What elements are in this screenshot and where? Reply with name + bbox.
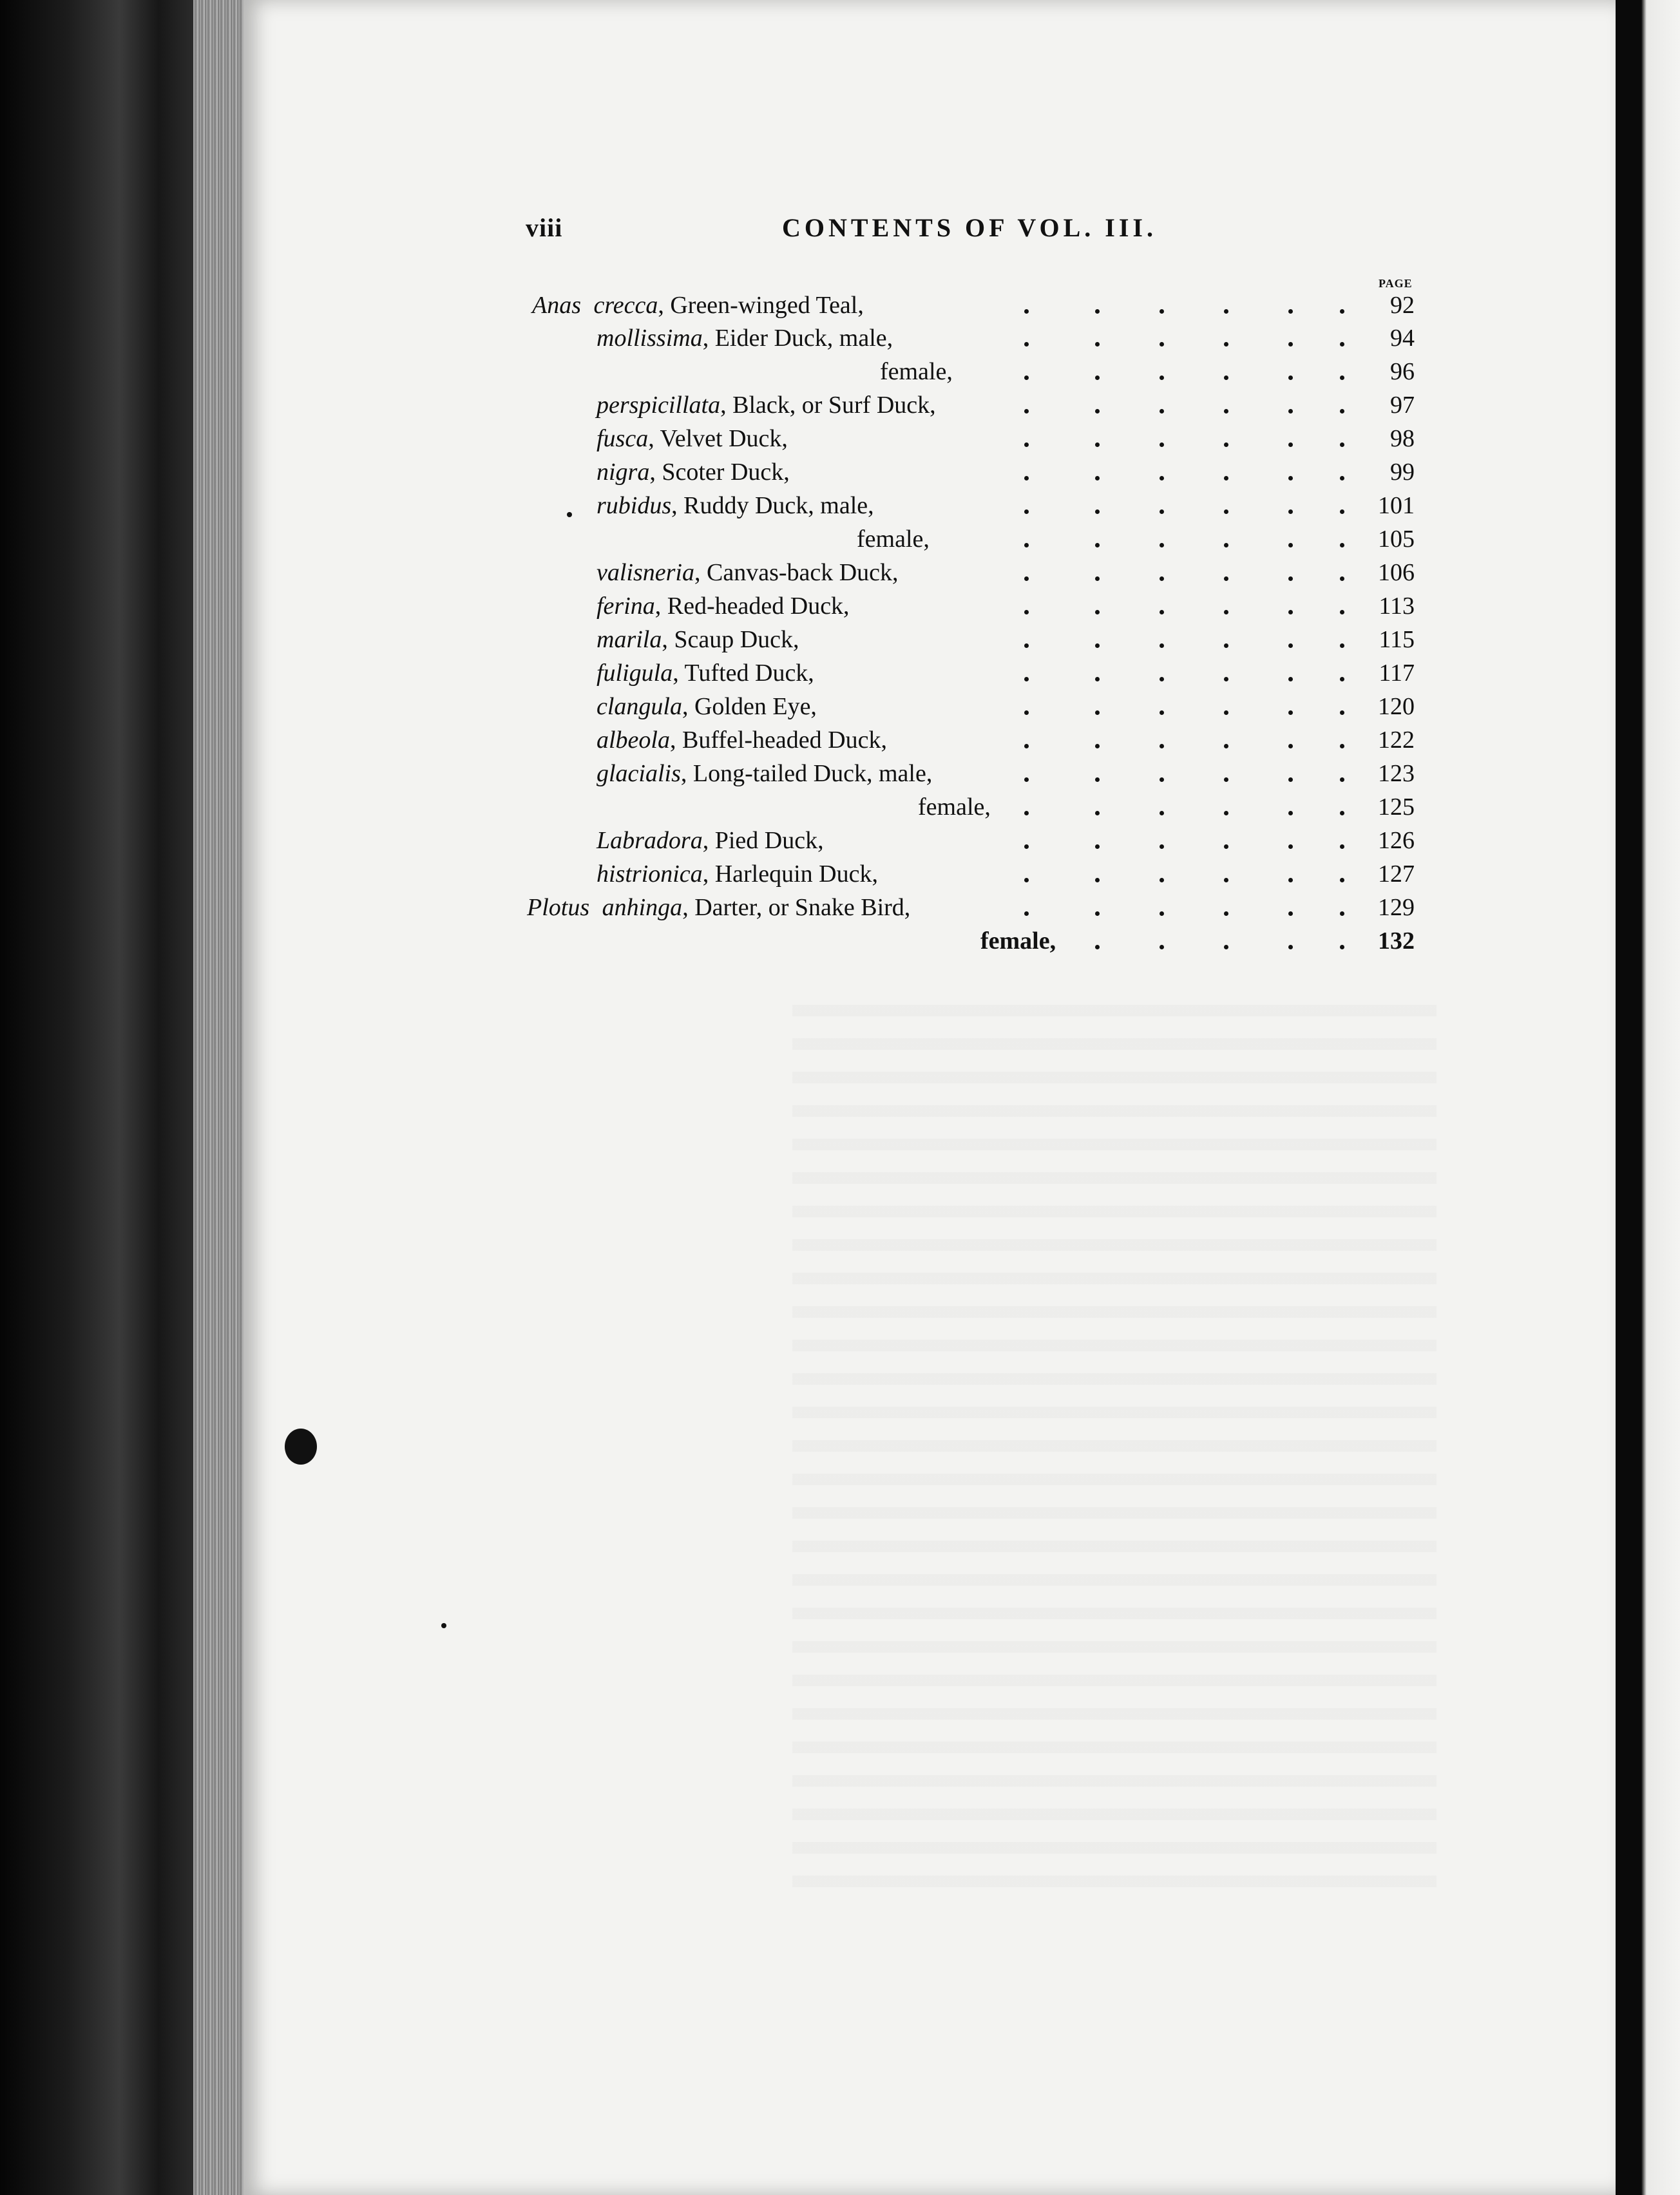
leader-dot xyxy=(1160,309,1164,314)
leader-dot xyxy=(1024,375,1029,380)
leader-dot xyxy=(1160,610,1164,614)
leader-dot xyxy=(1160,677,1164,681)
leader-dot xyxy=(1340,811,1344,815)
leader-dot xyxy=(1224,945,1228,949)
entry-species: Labradora xyxy=(597,827,703,854)
leader-dot xyxy=(1340,945,1344,949)
entry-page: 113 xyxy=(1379,593,1415,620)
leader-dot xyxy=(1024,643,1029,648)
leader-dot xyxy=(1024,342,1029,347)
leader-dot xyxy=(1224,844,1228,849)
entry-species: fuligula xyxy=(597,660,673,687)
entry-page: 129 xyxy=(1378,894,1415,921)
leader-dot xyxy=(1224,677,1228,681)
leader-dot xyxy=(1288,442,1293,447)
leader-dot xyxy=(1288,643,1293,648)
leader-dot xyxy=(1024,777,1029,782)
leader-dot xyxy=(1024,442,1029,447)
leader-dot xyxy=(1340,677,1344,681)
entry-genus: Plotus xyxy=(527,894,590,921)
leader-dot xyxy=(1224,476,1228,480)
entry-species: crecca xyxy=(593,292,658,319)
leader-dot xyxy=(1024,744,1029,748)
contents-entry xyxy=(980,924,1415,958)
ink-blot xyxy=(285,1429,317,1465)
contents-entry xyxy=(857,522,1415,556)
entry-name: , Canvas-back Duck, xyxy=(694,559,899,586)
entry-species: rubidus xyxy=(597,492,672,519)
entry-page: 105 xyxy=(1378,526,1415,553)
contents-entry xyxy=(532,289,1415,322)
entry-page: 120 xyxy=(1378,693,1415,720)
leader-dot xyxy=(1340,744,1344,748)
page-stack-edge xyxy=(193,0,245,2195)
entry-page: 127 xyxy=(1378,860,1415,888)
leader-dot xyxy=(1024,811,1029,815)
entry-name: , Long-tailed Duck, male, xyxy=(680,760,933,787)
show-through xyxy=(792,985,1437,1887)
contents-entry xyxy=(880,355,1415,388)
contents-entry xyxy=(597,857,1415,891)
leader-dot xyxy=(1095,777,1100,782)
leader-dot xyxy=(1288,309,1293,314)
leader-dot xyxy=(1224,309,1228,314)
entry-page: 94 xyxy=(1390,325,1415,352)
leader-dot xyxy=(1224,911,1228,916)
entry-page: 92 xyxy=(1390,292,1415,319)
leader-dot xyxy=(1340,409,1344,413)
contents-entry xyxy=(597,388,1415,422)
contents-entry xyxy=(597,690,1415,723)
entry-name: , Eider Duck, male, xyxy=(702,325,893,352)
book-spine xyxy=(0,0,193,2195)
leader-dot xyxy=(1288,342,1293,347)
entry-page: 126 xyxy=(1378,827,1415,854)
leader-dot xyxy=(1024,677,1029,681)
facing-page-edge xyxy=(1616,0,1680,2195)
leader-dot xyxy=(1288,744,1293,748)
entry-species: valisneria xyxy=(597,559,694,586)
entry-name: , Velvet Duck, xyxy=(648,425,788,452)
leader-dot xyxy=(1224,878,1228,882)
leader-dot xyxy=(1288,476,1293,480)
leader-dot xyxy=(1160,744,1164,748)
leader-dot xyxy=(1340,342,1344,347)
leader-dot xyxy=(1224,409,1228,413)
entry-species: albeola xyxy=(597,727,670,754)
contents-entry xyxy=(597,489,1415,522)
leader-dot xyxy=(1224,610,1228,614)
leader-dot xyxy=(1095,911,1100,916)
entry-name: , Darter, or Snake Bird, xyxy=(682,894,911,921)
contents-entry xyxy=(597,757,1415,790)
leader-dot xyxy=(1340,777,1344,782)
entry-species: marila xyxy=(597,626,662,653)
entry-species: anhinga xyxy=(602,894,683,921)
leader-dot xyxy=(1224,375,1228,380)
leader-dot xyxy=(1340,576,1344,581)
entry-page: 101 xyxy=(1378,492,1415,519)
leader-dot xyxy=(1024,309,1029,314)
leader-dot xyxy=(1160,375,1164,380)
page-heading: CONTENTS OF VOL. III. xyxy=(782,213,1157,242)
leader-dot xyxy=(1160,543,1164,547)
entry-page: 98 xyxy=(1390,425,1415,452)
leader-dot xyxy=(1340,878,1344,882)
ink-speck xyxy=(441,1623,446,1628)
entry-species: histrionica xyxy=(597,860,703,888)
entry-species: glacialis xyxy=(597,760,681,787)
leader-dot xyxy=(1340,509,1344,514)
leader-dot xyxy=(1095,643,1100,648)
entry-page: 106 xyxy=(1378,559,1415,586)
entry-name: female, xyxy=(980,927,1056,955)
contents-entry xyxy=(597,422,1415,455)
leader-dot xyxy=(1024,543,1029,547)
entry-name: , Golden Eye, xyxy=(682,693,817,720)
entry-name: , Ruddy Duck, male, xyxy=(671,492,874,519)
leader-dot xyxy=(1160,409,1164,413)
entry-page: 123 xyxy=(1378,760,1415,787)
leader-dot xyxy=(1095,576,1100,581)
entry-name: , Black, or Surf Duck, xyxy=(720,392,936,419)
contents-entry xyxy=(597,556,1415,589)
leader-dot xyxy=(1160,844,1164,849)
leader-dot xyxy=(1340,844,1344,849)
leader-dot xyxy=(1224,777,1228,782)
leader-dot xyxy=(1340,375,1344,380)
leader-dot xyxy=(1160,945,1164,949)
contents-entry xyxy=(597,455,1415,489)
leader-dot xyxy=(1340,309,1344,314)
leader-dot xyxy=(1095,476,1100,480)
leader-dot xyxy=(1160,442,1164,447)
leader-dot xyxy=(1288,844,1293,849)
ink-speck xyxy=(567,512,572,517)
leader-dot xyxy=(1095,878,1100,882)
leader-dot xyxy=(1095,342,1100,347)
entry-species: mollissima xyxy=(597,325,703,352)
leader-dot xyxy=(1160,476,1164,480)
entry-name: female, xyxy=(857,526,930,553)
entry-name: female, xyxy=(918,793,991,821)
leader-dot xyxy=(1224,543,1228,547)
leader-dot xyxy=(1224,342,1228,347)
leader-dot xyxy=(1024,476,1029,480)
contents-entry xyxy=(527,891,1415,924)
entry-page: 97 xyxy=(1390,392,1415,419)
leader-dot xyxy=(1095,844,1100,849)
leader-dot xyxy=(1160,342,1164,347)
contents-entry xyxy=(597,824,1415,857)
leader-dot xyxy=(1288,710,1293,715)
entry-name: , Buffel-headed Duck, xyxy=(669,727,887,754)
entry-page: 132 xyxy=(1378,927,1415,955)
leader-dot xyxy=(1160,710,1164,715)
entry-page: 99 xyxy=(1390,459,1415,486)
leader-dot xyxy=(1160,911,1164,916)
contents-entry xyxy=(597,723,1415,757)
leader-dot xyxy=(1340,476,1344,480)
leader-dot xyxy=(1095,811,1100,815)
leader-dot xyxy=(1160,811,1164,815)
leader-dot xyxy=(1224,509,1228,514)
leader-dot xyxy=(1224,643,1228,648)
leader-dot xyxy=(1288,878,1293,882)
entry-genus: Anas xyxy=(532,292,581,319)
leader-dot xyxy=(1288,409,1293,413)
leader-dot xyxy=(1340,643,1344,648)
leader-dot xyxy=(1095,543,1100,547)
contents-entry xyxy=(597,623,1415,656)
entry-species: clangula xyxy=(597,693,682,720)
entry-name: , Tufted Duck, xyxy=(673,660,814,687)
entry-page: 125 xyxy=(1378,793,1415,821)
leader-dot xyxy=(1160,576,1164,581)
leader-dot xyxy=(1288,576,1293,581)
leader-dot xyxy=(1024,576,1029,581)
leader-dot xyxy=(1160,777,1164,782)
leader-dot xyxy=(1095,677,1100,681)
entry-page: 96 xyxy=(1390,358,1415,385)
entry-name: female, xyxy=(880,358,953,385)
contents-entry xyxy=(597,589,1415,623)
leader-dot xyxy=(1024,710,1029,715)
leader-dot xyxy=(1095,744,1100,748)
leader-dot xyxy=(1095,442,1100,447)
page-folio: viii xyxy=(526,213,563,242)
leader-dot xyxy=(1340,442,1344,447)
leader-dot xyxy=(1288,911,1293,916)
leader-dot xyxy=(1224,811,1228,815)
entry-species: fusca xyxy=(597,425,649,452)
leader-dot xyxy=(1288,543,1293,547)
leader-dot xyxy=(1288,610,1293,614)
entry-page: 115 xyxy=(1379,626,1415,653)
leader-dot xyxy=(1095,945,1100,949)
entry-species: ferina xyxy=(597,593,655,620)
contents-entry xyxy=(918,790,1415,824)
contents-entry xyxy=(597,656,1415,690)
entry-page: 122 xyxy=(1378,727,1415,754)
leader-dot xyxy=(1095,409,1100,413)
leader-dot xyxy=(1340,911,1344,916)
leader-dot xyxy=(1288,777,1293,782)
leader-dot xyxy=(1095,509,1100,514)
leader-dot xyxy=(1340,710,1344,715)
leader-dot xyxy=(1160,643,1164,648)
entry-name: , Scoter Duck, xyxy=(649,459,790,486)
entry-name: , Scaup Duck, xyxy=(662,626,799,653)
leader-dot xyxy=(1024,878,1029,882)
leader-dot xyxy=(1224,710,1228,715)
contents-entry xyxy=(597,321,1415,355)
leader-dot xyxy=(1024,409,1029,413)
leader-dot xyxy=(1024,911,1029,916)
leader-dot xyxy=(1095,710,1100,715)
leader-dot xyxy=(1224,576,1228,581)
leader-dot xyxy=(1095,309,1100,314)
leader-dot xyxy=(1160,878,1164,882)
leader-dot xyxy=(1288,945,1293,949)
leader-dot xyxy=(1024,509,1029,514)
leader-dot xyxy=(1340,543,1344,547)
entry-page: 117 xyxy=(1379,660,1415,687)
page-column-label: PAGE xyxy=(1379,277,1413,290)
leader-dot xyxy=(1288,811,1293,815)
entry-name: , Green-winged Teal, xyxy=(658,292,864,319)
entry-species: perspicillata xyxy=(597,392,721,419)
leader-dot xyxy=(1288,677,1293,681)
leader-dot xyxy=(1224,744,1228,748)
leader-dot xyxy=(1095,375,1100,380)
leader-dot xyxy=(1340,610,1344,614)
leader-dot xyxy=(1224,442,1228,447)
leader-dot xyxy=(1095,610,1100,614)
leader-dot xyxy=(1288,509,1293,514)
leader-dot xyxy=(1024,844,1029,849)
running-head xyxy=(526,213,1415,251)
entry-name: , Pied Duck, xyxy=(702,827,824,854)
leader-dot xyxy=(1288,375,1293,380)
leader-dot xyxy=(1160,509,1164,514)
leader-dot xyxy=(1024,610,1029,614)
entry-name: , Harlequin Duck, xyxy=(702,860,878,888)
entry-name: , Red-headed Duck, xyxy=(654,593,850,620)
entry-species: nigra xyxy=(597,459,650,486)
